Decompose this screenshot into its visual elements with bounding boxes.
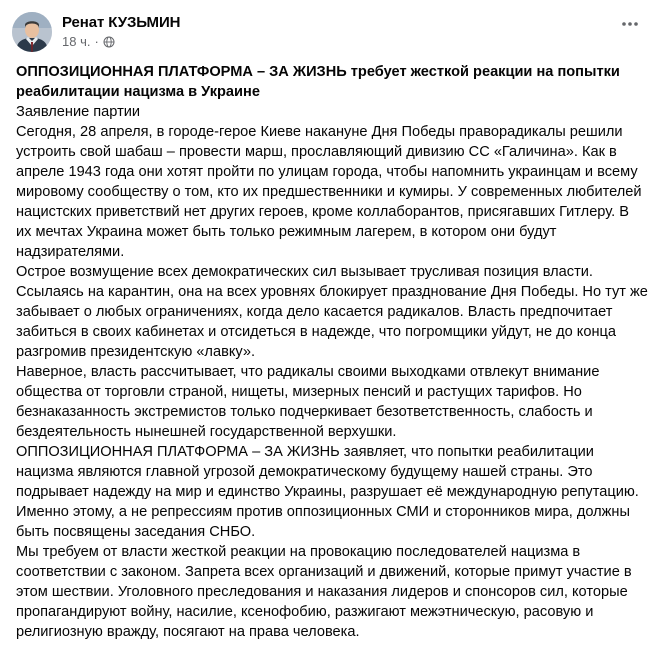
post-paragraph: Острое возмущение всех демократических сил вызывает трусливая позиция власти. Ссылаясь на карантин, она на всех уровнях блокирует празднование Дня Победы. Но тут же забывает о любых ограничениях, когда дело касается радикалов. Власть предпочитает забиться в своих кабинетах и отсидеться в надежде, что погромщики уйдут, не до конца разгромив президентскую «лавку».	[16, 264, 648, 360]
more-options-icon[interactable]	[612, 14, 648, 34]
post-timestamp[interactable]: 18 ч.	[62, 34, 91, 49]
post-paragraph: Мы требуем от власти жесткой реакции на провокацию последователей нацизма в соответствии с законом. Запрета всех организаций и движений, которые примут участие в этом шествии. Уголовного преследования и наказания лидеров и спонсоров сил, которые пропагандируют войну, насилие, ксенофобию, разжигают межэтническую, расовую и религиозную вражду, посягают на права человека.	[16, 544, 632, 640]
post-paragraph: Сегодня, 28 апреля, в городе-герое Киеве накануне Дня Победы праворадикалы решили устроить свой шабаш – провести марш, прославляющий дивизию СС «Галичина». Как в апреле 1943 года они хотят пройти по улицам города, чтобы напомнить украинцам и всему мировому сообществу о том, кто их предшественники и кумиры. У современных любителей нацистских приветствий нет других героев, кроме коллаборантов, присягавших Гитлеру. В их мечтах Украина может быть только режимным лагерем, в котором они будут надзирателями.	[16, 124, 642, 260]
post-paragraph: Наверное, власть рассчитывает, что радикалы своими выходками отвлекут внимание общества от торговли страной, нищеты, мизерных пенсий и растущих тарифов. Но безнаказанность экстремистов только подчеркивает безответственность, слабость и бездеятельность нынешней государственной верхушки.	[16, 364, 600, 440]
post-paragraph: ОППОЗИЦИОННАЯ ПЛАТФОРМА – ЗА ЖИЗНЬ заявляет, что попытки реабилитации нацизма являются главной угрозой демократическому будущему нашей страны. Это подрывает надежду на мир и единство Украины, разрушает её международную репутацию. Именно этому, а не репрессиям против оппозиционных СМИ и сторонников мира, должны быть посвящены заседания СНБО.	[16, 444, 639, 540]
post-subhead: Заявление партии	[16, 104, 141, 120]
post-headline: ОППОЗИЦИОННАЯ ПЛАТФОРМА – ЗА ЖИЗНЬ требует жесткой реакции на попытки реабилитации нацизма в Украине	[16, 64, 620, 100]
post-body	[0, 52, 664, 650]
globe-icon	[103, 36, 115, 48]
avatar[interactable]	[12, 12, 52, 52]
author-name[interactable]: Ренат КУЗЬМИН	[62, 14, 181, 31]
post-meta	[62, 34, 180, 50]
post-header-text	[62, 12, 180, 50]
meta-separator: ·	[94, 34, 99, 49]
post-header	[0, 0, 664, 52]
